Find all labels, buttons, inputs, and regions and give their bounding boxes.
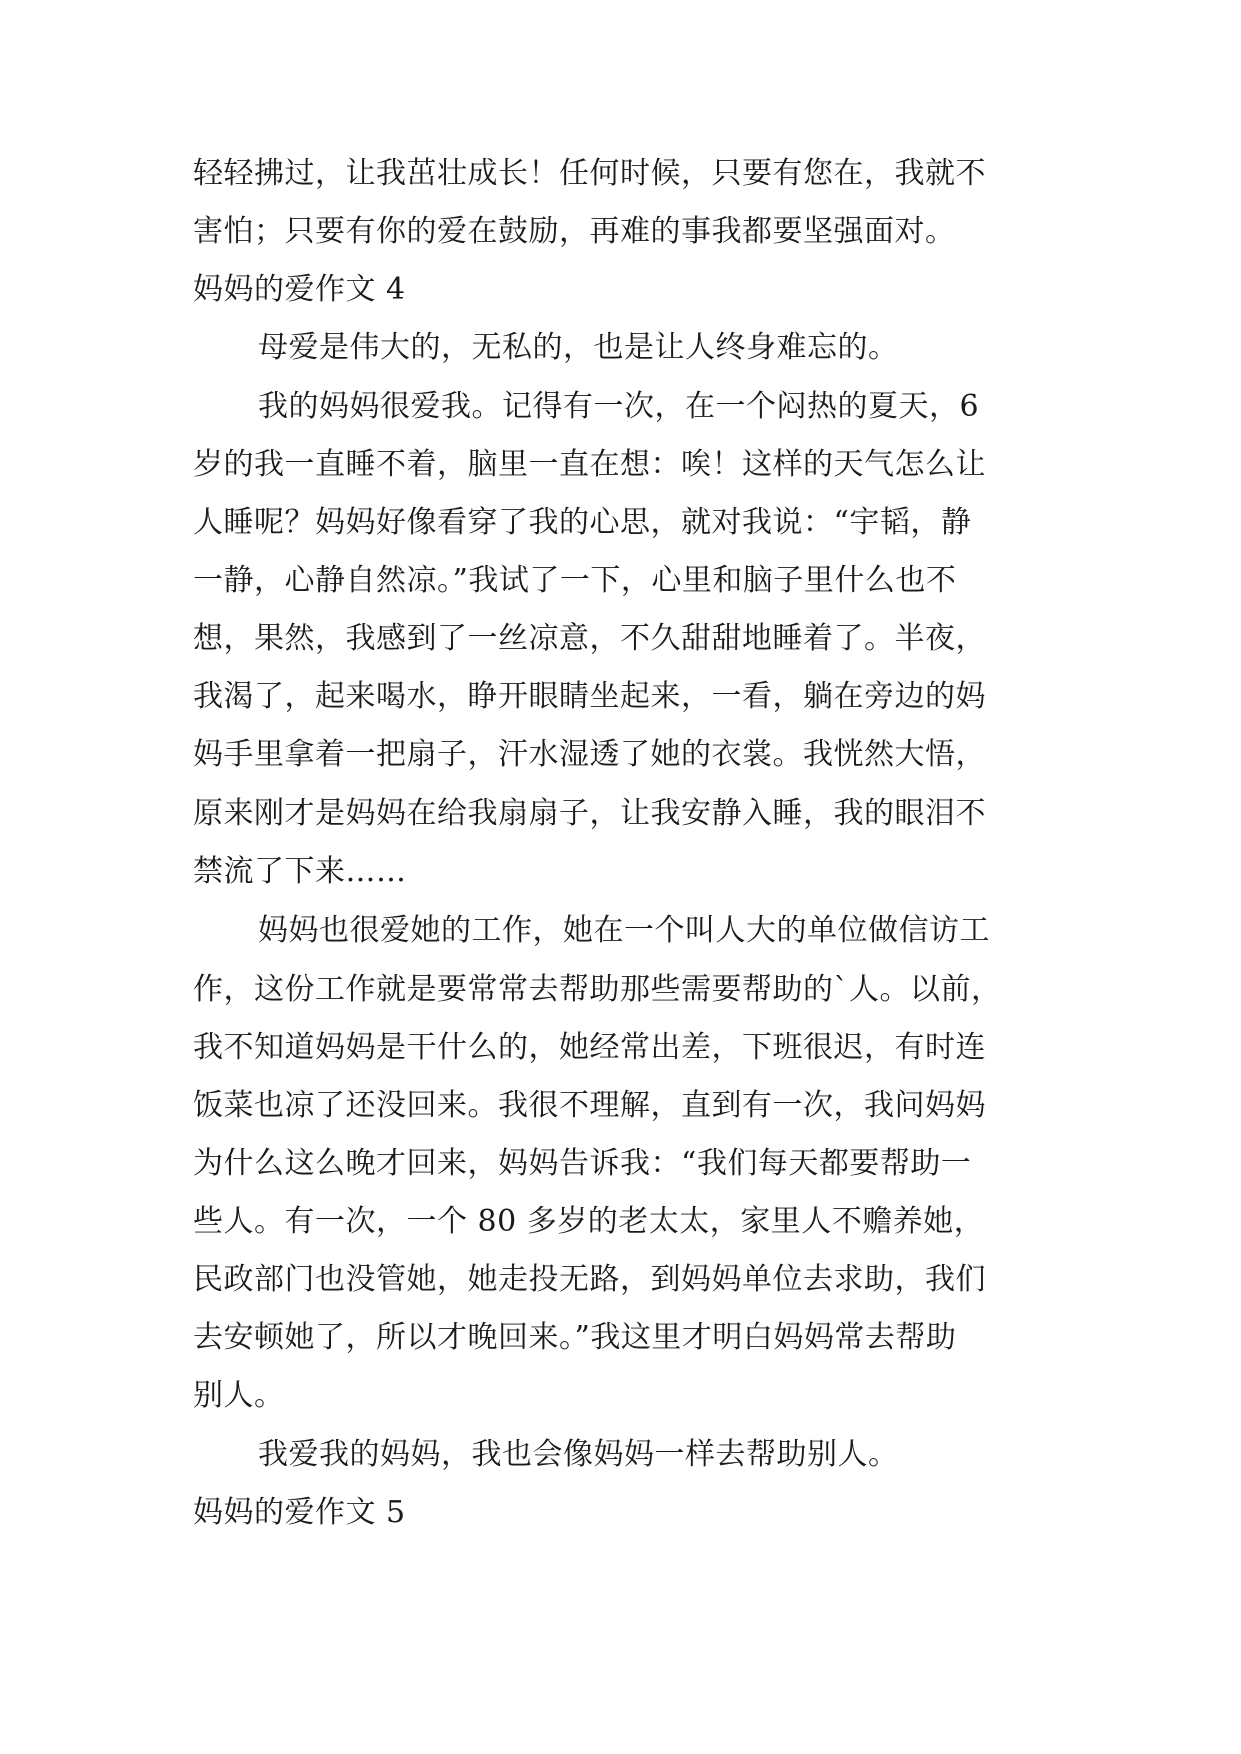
text-line: 作，这份工作就是要常常去帮助那些需要帮助的`人。以前，: [193, 972, 1002, 1007]
paragraph-first-line: 我爱我的妈妈，我也会像妈妈一样去帮助别人。: [258, 1437, 899, 1472]
text-line: 民政部门也没管她，她走投无路，到妈妈单位去求助，我们: [193, 1262, 986, 1297]
text-line: 一静，心静自然凉。”我试了一下，心里和脑子里什么也不: [193, 563, 957, 598]
text-line: 饭菜也凉了还没回来。我很不理解，直到有一次，我问妈妈: [193, 1088, 986, 1123]
text-line: 想，果然，我感到了一丝凉意，不久甜甜地睡着了。半夜，: [193, 621, 986, 656]
text-line: 些人。有一次，一个 80 多岁的老太太，家里人不赡养她，: [193, 1204, 985, 1239]
text-line: 妈手里拿着一把扇子，汗水湿透了她的衣裳。我恍然大悟，: [193, 737, 986, 772]
paragraph-first-line: 母爱是伟大的，无私的，也是让人终身难忘的。: [258, 330, 899, 365]
section-heading: 妈妈的爱作文 4: [193, 272, 406, 307]
text-line: 原来刚才是妈妈在给我扇扇子，让我安静入睡，我的眼泪不: [193, 796, 986, 831]
text-line: 为什么这么晚才回来，妈妈告诉我：“我们每天都要帮助一: [193, 1146, 972, 1181]
text-line: 轻轻拂过，让我茁壮成长！任何时候，只要有您在，我就不: [193, 156, 986, 191]
text-line: 别人。: [193, 1378, 285, 1413]
text-line: 岁的我一直睡不着，脑里一直在想：唉！这样的天气怎么让: [193, 447, 986, 482]
text-line: 害怕；只要有你的爱在鼓励，再难的事我都要坚强面对。: [193, 214, 956, 249]
text-line: 我不知道妈妈是干什么的，她经常出差，下班很迟，有时连: [193, 1030, 986, 1065]
text-line: 人睡呢？妈妈好像看穿了我的心思，就对我说：“宇韬，静: [193, 505, 972, 540]
text-line: 禁流了下来……: [193, 854, 407, 889]
paragraph-first-line: 妈妈也很爱她的工作，她在一个叫人大的单位做信访工: [258, 913, 990, 948]
text-line: 去安顿她了，所以才晚回来。”我这里才明白妈妈常去帮助: [193, 1320, 957, 1355]
text-line: 我渴了，起来喝水，睁开眼睛坐起来，一看，躺在旁边的妈: [193, 679, 986, 714]
section-heading: 妈妈的爱作文 5: [193, 1495, 406, 1530]
paragraph-first-line: 我的妈妈很爱我。记得有一次，在一个闷热的夏天，6: [258, 389, 980, 424]
